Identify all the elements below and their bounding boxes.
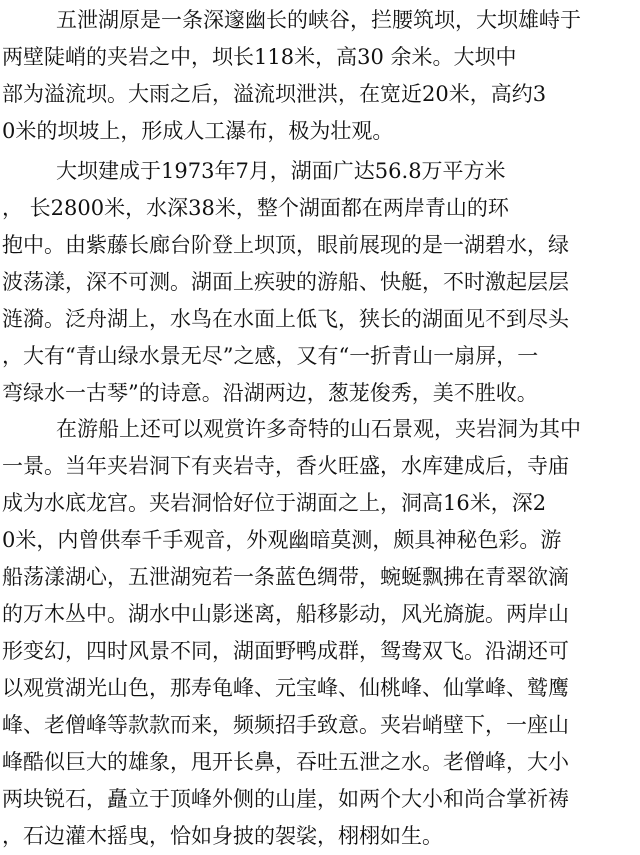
text-line: 成为水底龙宫。夹岩洞恰好位于湖面之上，洞高16米，深2 bbox=[2, 491, 547, 515]
text-line: 波荡漾，深不可测。湖面上疾驶的游船、快艇，不时激起层层 bbox=[2, 270, 569, 294]
text-line: 一景。当年夹岩洞下有夹岩寺，香火旺盛，水库建成后，寺庙 bbox=[2, 454, 569, 478]
text-line: 两壁陡峭的夹岩之中，坝长118米，高30 余米。大坝中 bbox=[2, 45, 517, 69]
paragraph-3 bbox=[0, 411, 640, 855]
text-line: 以观赏湖光山色，那寿龟峰、元宝峰、仙桃峰、仙掌峰、鹫鹰 bbox=[2, 676, 569, 700]
text-line: 峰酷似巨大的雄象，甩开长鼻，吞吐五泄之水。老僧峰，大小 bbox=[2, 750, 569, 774]
text-line: 五泄湖原是一条深邃幽长的峡谷，拦腰筑坝，大坝雄峙于 bbox=[56, 8, 581, 32]
text-line: ，石边灌木摇曳，恰如身披的袈裟，栩栩如生。 bbox=[2, 824, 443, 848]
text-line: 形变幻，四时风景不同，湖面野鸭成群，鸳鸯双飞。沿湖还可 bbox=[2, 639, 569, 663]
paragraph-1 bbox=[0, 2, 640, 150]
text-line: ，大有“青山绿水景无尽”之感，又有“一折青山一扇屏，一 bbox=[2, 344, 539, 368]
paragraph-2 bbox=[0, 153, 640, 412]
text-line: 在游船上还可以观赏许多奇特的山石景观，夹岩洞为其中 bbox=[56, 417, 581, 441]
text-line: 0米，内曾供奉千手观音，外观幽暗莫测，颇具神秘色彩。游 bbox=[2, 528, 562, 552]
text-line: 大坝建成于1973年7月，湖面广达56.8万平方米 bbox=[56, 159, 506, 183]
text-line: ， 长2800米，水深38米，整个湖面都在两岸青山的环 bbox=[2, 196, 509, 220]
text-line: 两块锐石，矗立于顶峰外侧的山崖，如两个大小和尚合掌祈祷 bbox=[2, 787, 569, 811]
text-line: 的万木丛中。湖水中山影迷离，船移影动，风光旖旎。两岸山 bbox=[2, 602, 569, 626]
text-line: 船荡漾湖心，五泄湖宛若一条蓝色绸带，蜿蜒飘拂在青翠欲滴 bbox=[2, 565, 569, 589]
text-line: 弯绿水一古琴”的诗意。沿湖两边，葱茏俊秀，美不胜收。 bbox=[2, 381, 538, 405]
text-line: 峰、老僧峰等款款而来，频频招手致意。夹岩峭壁下，一座山 bbox=[2, 713, 569, 737]
text-line: 涟漪。泛舟湖上，水鸟在水面上低飞，狭长的湖面见不到尽头 bbox=[2, 307, 569, 331]
text-line: 部为溢流坝。大雨之后，溢流坝泄洪，在宽近20米，高约3 bbox=[2, 82, 547, 106]
text-line: 0米的坝坡上，形成人工瀑布，极为壮观。 bbox=[2, 119, 394, 143]
text-line: 抱中。由紫藤长廊台阶登上坝顶，眼前展现的是一湖碧水，绿 bbox=[2, 233, 569, 257]
